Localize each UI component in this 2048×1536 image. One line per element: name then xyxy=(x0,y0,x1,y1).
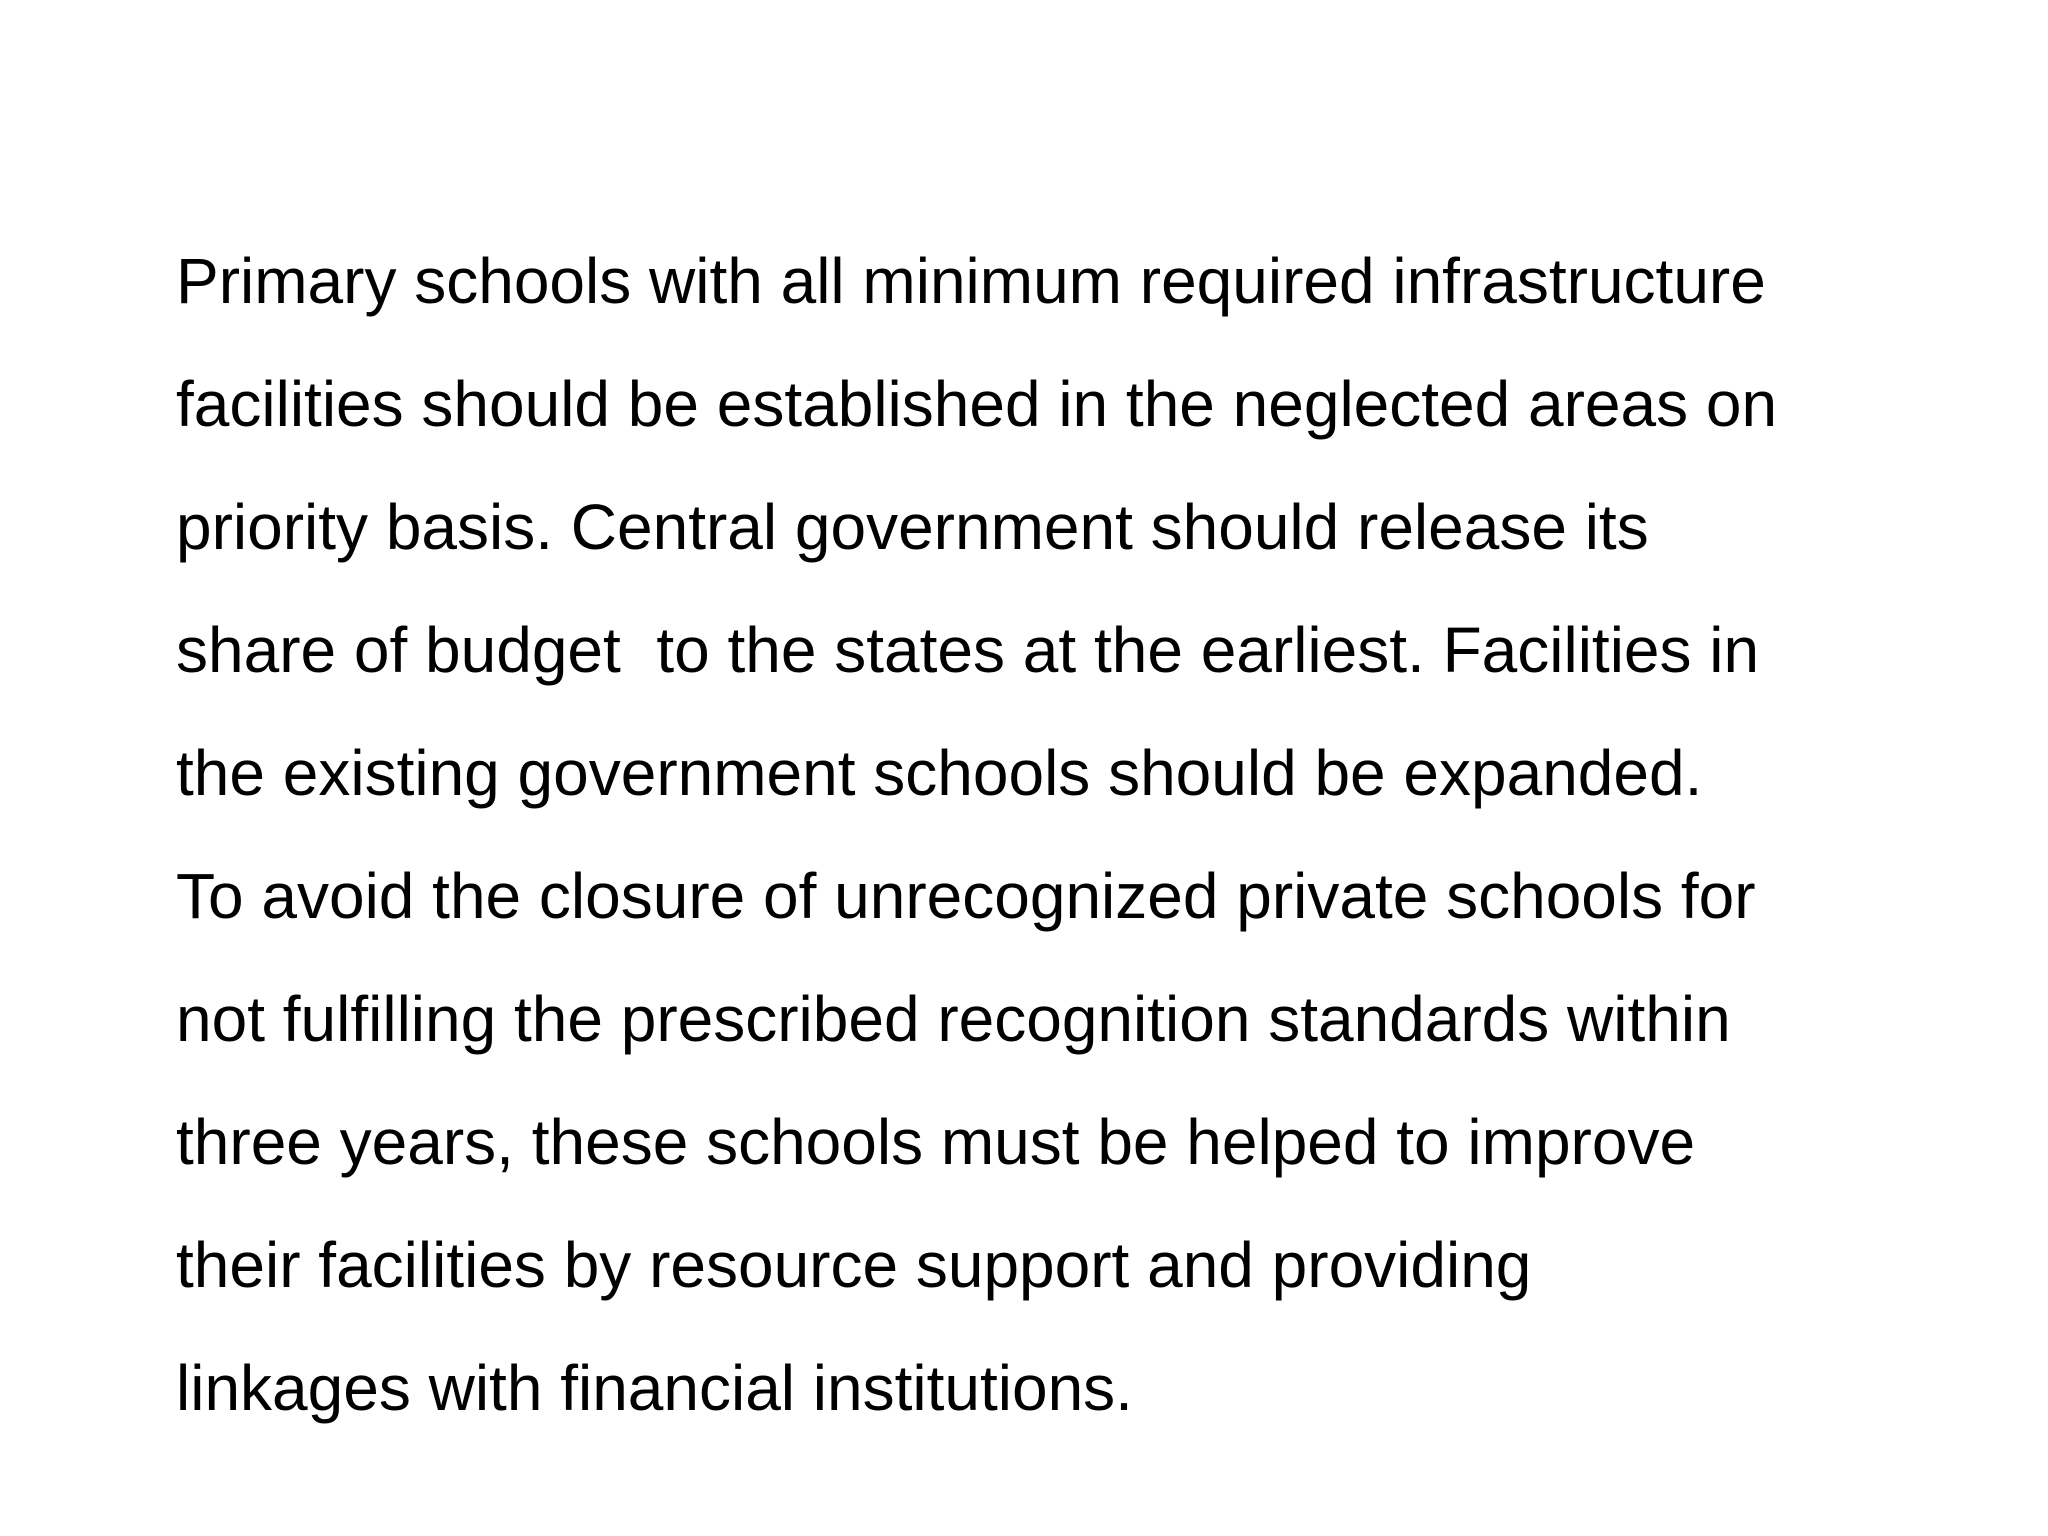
text-line-9: their facilities by resource support and providing xyxy=(176,1229,1532,1301)
text-line-7: not fulfilling the prescribed recognition standards within xyxy=(176,983,1731,1055)
body-text xyxy=(176,220,2016,1450)
text-line-5: the existing government schools should be expanded. xyxy=(176,737,1703,809)
text-line-1: Primary schools with all minimum required infrastructure xyxy=(176,245,1766,317)
text-line-2: facilities should be established in the neglected areas on xyxy=(176,368,1778,440)
text-line-6: To avoid the closure of unrecognized private schools for xyxy=(176,860,1756,932)
text-line-8: three years, these schools must be helped to improve xyxy=(176,1106,1696,1178)
text-line-4: share of budget to the states at the earliest. Facilities in xyxy=(176,614,1760,686)
text-line-3: priority basis. Central government should release its xyxy=(176,491,1649,563)
text-line-10: linkages with financial institutions. xyxy=(176,1352,1133,1424)
